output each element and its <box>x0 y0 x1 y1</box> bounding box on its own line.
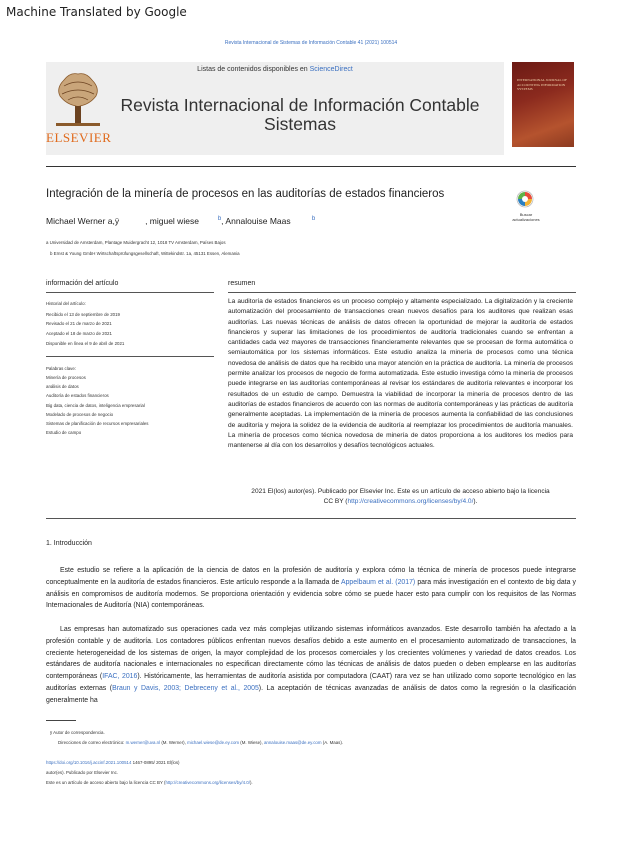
author-list <box>46 216 315 226</box>
email-maas[interactable]: annalouise.maas@de.ey.com <box>263 740 322 745</box>
journal-reference-link[interactable]: Revista Internacional de Sistemas de Información Contable 41 (2021) 100514 <box>224 40 398 46</box>
email-wiese[interactable]: michael.wiese@de.ey.com <box>187 740 240 745</box>
intro-paragraph-2 <box>46 624 576 707</box>
p2-text-c: ). La aceptación de técnicas avanzadas de análisis de datos como la regresión o la clasificación generalmente ha <box>46 684 576 704</box>
keywords-label: Palabras clave: <box>46 366 77 371</box>
license-line-1: 2021 El(los) autor(es). Publicado por Elsevier Inc. Este es un artículo de acceso abierto bajo la licencia <box>251 488 550 495</box>
history-online: Disponible en línea el 9 de abril de 2021 <box>46 341 125 346</box>
author-2-affiliation[interactable]: b <box>217 216 222 223</box>
contents-availability <box>46 66 504 73</box>
affiliation-a: a Universidad de Amsterdam, Plantage Muidergracht 12, 1018 TV Amsterdam, Países Bajos <box>46 240 226 245</box>
keywords-rule <box>46 356 214 357</box>
abstract-text: La auditoría de estados financieros es un proceso complejo y altamente especializado. La digitalización y la creciente automatización del procesamiento de transacciones crean nuevos desafíos para los auditores que realizan esas auditorías. Las nuevas técnicas de análisis de datos ofrecen la oportunidad de mejorar la auditoría de estados financieros y superar las limitaciones de los procedimientos de auditoría tradicionales cuando se enfrentan a cantidades cada vez mayores de transacciones financieramente relevantes que se procesan de forma automática o semiautomática por los sistemas informáticos. Este estudio analiza la minería de procesos como una técnica novedosa de análisis de datos que ha recibido una mayor atención en la práctica de auditoría. La minería de procesos permite analizar los procesos de negocio de forma automatizada. Este estudio investiga cómo la minería de procesos puede integrarse en las auditorías contemporáneas al revisar los estándares de auditoría relevantes e incorporar los resultados de un estudio de campo. Demuestra la viabilidad de incorporar la minería de procesos dentro de las auditorías de estados financieros de acuerdo con las normas de auditoría contemporáneas y las prácticas de auditoría generalmente aceptadas. La implementación de la minería de procesos aumenta la confiabilidad de las conclusiones de auditoría y mejora la solidez de la evidencia de auditoría al reemplazar los procedimientos de auditoría manuales. La minería de procesos como técnica novedosa de minería de datos proporciona a los auditores los medios para mantenerse al día con los desarrollos y desafíos tecnológicos actuales. <box>228 298 573 450</box>
journal-title-line2: Sistemas <box>264 114 336 134</box>
crossmark-icon[interactable] <box>516 190 534 212</box>
doi-link[interactable]: https://doi.org/10.1016/j.accinf.2021.100514 <box>46 760 132 765</box>
footnote-emails <box>58 740 343 745</box>
license-line-2 <box>228 497 573 507</box>
journal-cover-title: INTERNATIONAL JOURNAL OF ACCOUNTING INFORMATION SYSTEMS <box>517 78 567 91</box>
oa-suffix: ). <box>249 780 253 785</box>
citation-braun-debreceny[interactable]: Braun y Davis, 2003; Debreceny et al., 2005 <box>112 684 259 692</box>
author-3-affiliation[interactable]: b <box>311 216 316 223</box>
author-3[interactable]: , Annalouise Maas <box>221 216 291 226</box>
license-suffix: ). <box>473 498 478 506</box>
author-1[interactable]: Michael Werner a,ÿ <box>46 216 120 226</box>
history-accepted: Aceptado el 18 de marzo de 2021 <box>46 331 112 336</box>
p1-text-b: para más investigación en el contexto de big data y análisis en compromisos de auditoría modernos. Se proporciona orientación y evidencia sobre cómo se puede hacer esto para cumplir con los requisitos de las Normas Internacionales de Auditoría (NIA) contemporáneas. <box>46 578 576 610</box>
history-received: Recibido el 13 de septiembre de 2019 <box>46 312 120 317</box>
p1-text-a: Este estudio se refiere a la aplicación de la ciencia de datos en la profesión de auditoría y explora cómo la técnica de minería de procesos puede integrarse conceptualmente en la auditoría de estados financieros. Este artículo responde a la llamada de <box>46 567 576 586</box>
footnote-open-access <box>46 780 253 785</box>
email-werner[interactable]: m.werner@uva.nl <box>125 740 161 745</box>
author-2[interactable]: , miguel wiese <box>145 216 199 226</box>
header-divider <box>46 166 576 167</box>
email-maas-suffix: (A. Maas). <box>321 740 344 745</box>
elsevier-wordmark: ELSEVIER <box>46 130 112 145</box>
keyword: Minería de procesos <box>46 375 86 380</box>
keyword: Estudio de campo <box>46 430 82 435</box>
article-info-rule <box>46 292 214 293</box>
p2-text-b: ). Históricamente, las herramientas de auditoría asistida por computadora (CAAT) rara vez se han utilizado como soporte tecnológico en las auditorías externas ( <box>46 673 576 692</box>
email-wiese-suffix: (M. Wiese), <box>239 740 264 745</box>
crossmark-label[interactable]: Buscar actualizaciones <box>512 212 540 222</box>
license-link[interactable]: http://creativecommons.org/licenses/by/4.0/ <box>347 498 474 506</box>
abstract-bottom-rule <box>46 518 576 519</box>
p2-text-a: Las empresas han automatizado sus operaciones cada vez más complejas utilizando sistemas informáticos avanzados. Este desarrollo también ha afectado a la profesión contable y de auditoría. Los contadores públicos enfrentan nuevos desafíos debido a este aumento en el procesamiento automatizado de transacciones, la creciente heterogeneidad de los sistemas de origen, la mayor complejidad de los procesos comerciales y los crecientes volúmenes y variedad de datos creados. Los estándares de auditoría nacionales e internacionales no especifican directamente cómo las técnicas de análisis de datos pueden o deben emplearse en las auditorías contemporáneas ( <box>46 626 576 681</box>
keyword: análisis de datos <box>46 384 79 389</box>
article-info-heading: información del artículo <box>46 280 119 287</box>
elsevier-tree-logo-icon <box>46 66 110 138</box>
license-prefix: CC BY ( <box>323 498 348 506</box>
footnote-corresponding: ÿ Autor de correspondencia. <box>50 730 105 735</box>
affiliation-b: b Ernst & Young GmbH Wirtschaftsprüfungsgesellschaft, Wittekindstr. 1a, 45131 Essen, Alemania <box>50 251 240 256</box>
footnote-divider <box>46 720 76 721</box>
footnote-publisher: autor(es). Publicado por Elsevier Inc. <box>46 770 118 775</box>
keyword: Sistemas de planificación de recursos empresariales <box>46 421 149 426</box>
abstract-rule <box>228 292 576 293</box>
sciencedirect-link[interactable]: ScienceDirect <box>309 66 353 73</box>
oa-license-link[interactable]: http://creativecommons.org/licenses/by/4.0/ <box>165 780 250 785</box>
journal-cover-image[interactable] <box>512 62 574 147</box>
contents-prefix: Listas de contenidos disponibles en <box>197 66 310 73</box>
abstract-heading: resumen <box>228 280 256 287</box>
history-label: Historial del artículo: <box>46 301 86 306</box>
intro-heading: 1. Introducción <box>46 540 92 547</box>
keyword: Big data, ciencia de datos, inteligencia empresarial <box>46 403 145 408</box>
article-title: Integración de la minería de procesos en las auditorías de estados financieros <box>46 188 445 200</box>
email-werner-suffix: (M. Werner), <box>160 740 188 745</box>
emails-prefix: Direcciones de correo electrónico: <box>58 740 126 745</box>
abstract-license <box>228 487 573 508</box>
journal-title <box>96 96 504 134</box>
machine-translated-banner: Machine Translated by Google <box>6 5 187 19</box>
keyword: Auditoría de estados financieros <box>46 393 109 398</box>
doi-suffix: 1467-0895/ 2021 El(los) <box>131 760 180 765</box>
journal-title-line1: Revista Internacional de Información Contable <box>120 95 480 115</box>
citation-ifac[interactable]: IFAC, 2016 <box>102 673 138 681</box>
history-revised: Revisado el 21 de marzo de 2021 <box>46 321 112 326</box>
intro-paragraph-1 <box>46 565 576 612</box>
citation-appelbaum[interactable]: Appelbaum et al. (2017) <box>340 578 416 586</box>
oa-prefix: Este es un artículo de acceso abierto bajo la licencia CC BY ( <box>46 780 166 785</box>
keyword: Modelado de procesos de negocio <box>46 412 114 417</box>
footnote-doi <box>46 760 180 765</box>
